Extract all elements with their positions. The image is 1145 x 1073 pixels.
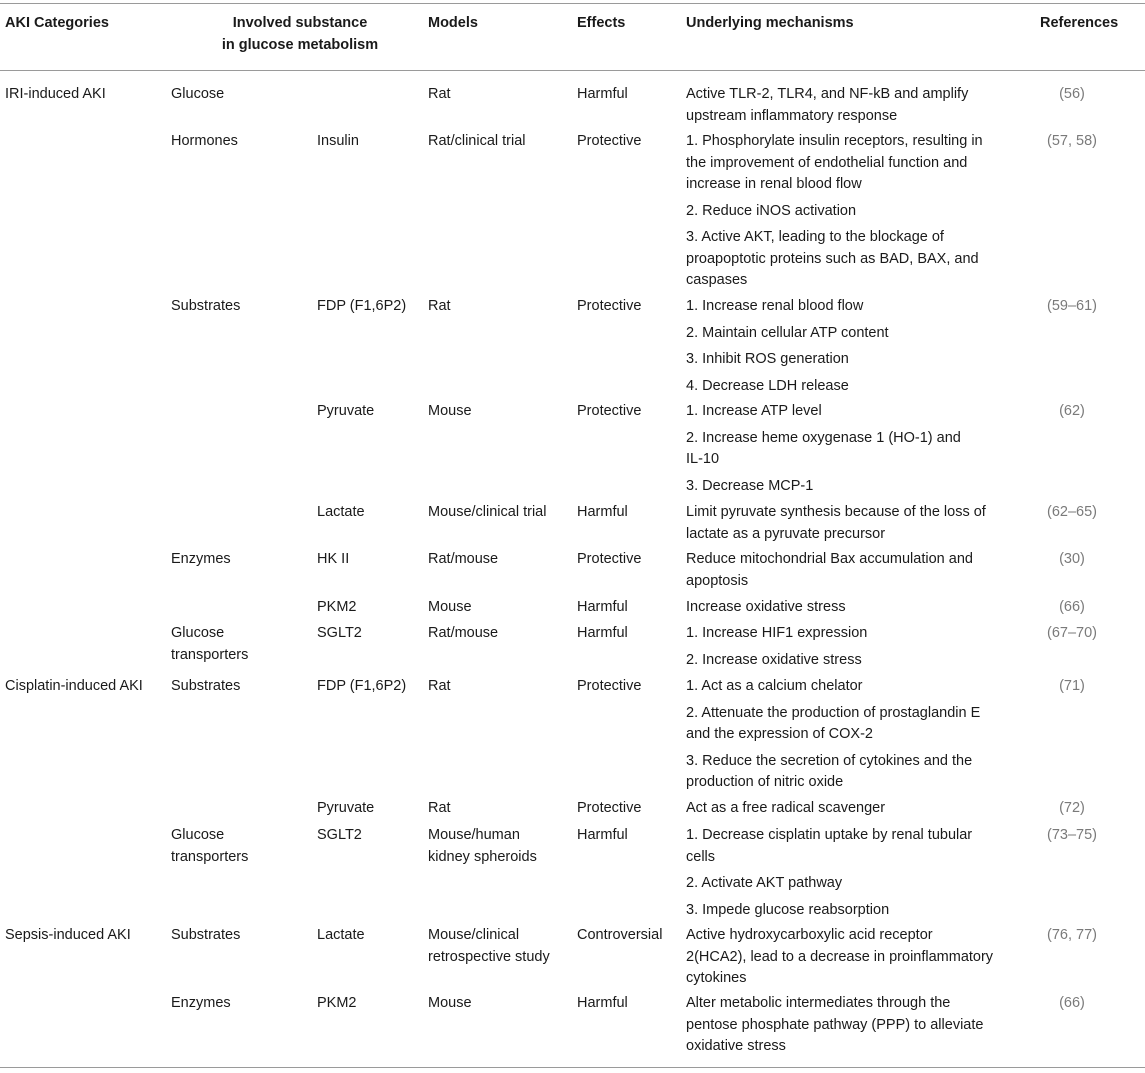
- model-cell-line: Rat/mouse: [428, 625, 499, 641]
- effect-cell-line: Harmful: [577, 995, 628, 1011]
- mechanism-item: [686, 201, 856, 223]
- header-rule: [0, 70, 1145, 71]
- header-references: References: [1040, 15, 1119, 31]
- mechanism-item-line: 2. Maintain cellular ATP content: [686, 324, 889, 341]
- model-cell-line: Mouse: [428, 995, 472, 1011]
- bottom-rule: [0, 1067, 1145, 1068]
- substance-cell-line: FDP (F1,6P2): [317, 298, 407, 314]
- substance-class-cell-line: Glucose: [171, 625, 225, 641]
- substance-class-cell-line: Substrates: [171, 298, 241, 314]
- substance-class-cell-line: Enzymes: [171, 995, 231, 1011]
- effect-cell: [577, 401, 641, 423]
- mechanism-item-line: upstream inflammatory response: [686, 107, 898, 124]
- effect-cell: [577, 131, 641, 153]
- mechanism-item-line: oxidative stress: [686, 1038, 786, 1054]
- effect-cell: [577, 502, 628, 524]
- aki-category-cell-line: Sepsis-induced AKI: [5, 927, 131, 943]
- model-cell: [428, 549, 498, 571]
- header-substance-line2: in glucose metabolism: [221, 37, 379, 53]
- mechanism-item: [686, 227, 979, 292]
- effect-cell-line: Protective: [577, 403, 642, 419]
- substance-cell: [317, 502, 365, 524]
- substance-cell-line: Lactate: [317, 927, 365, 943]
- mechanism-item: [686, 873, 842, 895]
- mechanism-item: [686, 84, 968, 127]
- mechanism-item: [686, 676, 863, 698]
- substance-cell-line: FDP (F1,6P2): [317, 678, 407, 694]
- reference-cell-line: (73–75): [1047, 827, 1097, 843]
- substance-cell-line: SGLT2: [317, 827, 362, 843]
- model-cell-line: Mouse: [428, 403, 472, 419]
- reference-cell: [1040, 131, 1104, 153]
- mechanism-item-line: increase in renal blood flow: [686, 176, 862, 192]
- substance-class-cell: [171, 131, 238, 153]
- mechanism-item-line: 2. Increase oxidative stress: [686, 651, 862, 668]
- mechanism-item-line: 2(HCA2), lead to a decrease in proinflammatory: [686, 948, 994, 965]
- substance-class-cell: [171, 296, 240, 318]
- model-cell-line: kidney spheroids: [428, 848, 537, 865]
- effect-cell: [577, 798, 641, 820]
- reference-cell: [1040, 925, 1104, 947]
- substance-class-cell-line: Glucose: [171, 827, 225, 843]
- substance-class-cell: [171, 623, 248, 666]
- mechanism-item-line: the improvement of endothelial function and: [686, 154, 968, 171]
- effect-cell: [577, 84, 628, 106]
- substance-cell-line: PKM2: [317, 599, 357, 615]
- reference-cell-line: (30): [1059, 551, 1085, 567]
- mechanism-item: [686, 650, 862, 672]
- reference-cell: [1040, 597, 1104, 619]
- substance-cell: [317, 131, 359, 153]
- substance-cell: [317, 296, 406, 318]
- mechanism-item-line: pentose phosphate pathway (PPP) to alleviate: [686, 1016, 984, 1033]
- substance-class-cell-line: Enzymes: [171, 551, 231, 567]
- mechanism-item: [686, 349, 849, 371]
- mechanism-item: [686, 549, 973, 592]
- effect-cell: [577, 993, 628, 1015]
- model-cell-line: Rat: [428, 800, 451, 816]
- effect-cell-line: Protective: [577, 551, 642, 567]
- reference-cell-line: (66): [1059, 995, 1085, 1011]
- mechanism-item-line: 3. Inhibit ROS generation: [686, 351, 849, 367]
- reference-cell-line: (66): [1059, 599, 1085, 615]
- effect-cell-line: Harmful: [577, 599, 628, 615]
- mechanism-item-line: 1. Decrease cisplatin uptake by renal tubular: [686, 827, 973, 843]
- substance-cell: [317, 798, 374, 820]
- table-header: [0, 0, 1145, 70]
- aki-category-cell: [5, 676, 143, 698]
- mechanism-item-line: 2. Attenuate the production of prostaglandin E: [686, 704, 981, 721]
- mechanism-item-line: lactate as a pyruvate precursor: [686, 525, 886, 542]
- mechanism-item: [686, 925, 993, 990]
- mechanism-item-line: 3. Decrease MCP-1: [686, 477, 814, 494]
- substance-class-cell-line: Substrates: [171, 678, 241, 694]
- reference-cell: [1040, 825, 1104, 847]
- model-cell: [428, 993, 472, 1015]
- reference-cell: [1040, 798, 1104, 820]
- substance-cell-line: Insulin: [317, 133, 359, 149]
- substance-cell-line: HK II: [317, 551, 350, 567]
- mechanism-item-line: 2. Activate AKT pathway: [686, 875, 843, 891]
- aki-category-cell: [5, 84, 106, 106]
- reference-cell-line: (62–65): [1047, 504, 1097, 520]
- reference-cell-line: (76, 77): [1047, 927, 1097, 943]
- substance-cell: [317, 676, 406, 698]
- mechanism-item: [686, 993, 983, 1058]
- mechanism-item-line: cytokines: [686, 970, 747, 986]
- effect-cell: [577, 597, 628, 619]
- substance-class-cell: [171, 993, 231, 1015]
- mechanism-item: [686, 296, 863, 318]
- mechanism-item-line: Reduce mitochondrial Bax accumulation and: [686, 551, 973, 567]
- substance-cell-line: SGLT2: [317, 625, 362, 641]
- effect-cell-line: Harmful: [577, 504, 628, 520]
- effect-cell-line: Harmful: [577, 827, 628, 843]
- substance-class-cell: [171, 925, 240, 947]
- substance-cell-line: PKM2: [317, 995, 357, 1011]
- substance-cell: [317, 993, 357, 1015]
- substance-cell: [317, 623, 362, 645]
- header-effects: Effects: [577, 15, 626, 31]
- mechanism-item-line: 1. Act as a calcium chelator: [686, 678, 863, 694]
- mechanism-item: [686, 751, 972, 794]
- model-cell-line: Rat: [428, 86, 451, 102]
- mechanism-item: [686, 900, 889, 922]
- header-substance-line1: Involved substance: [232, 15, 368, 31]
- model-cell: [428, 296, 451, 318]
- effect-cell-line: Harmful: [577, 86, 628, 102]
- reference-cell: [1040, 401, 1104, 423]
- effect-cell: [577, 623, 628, 645]
- model-cell-line: Rat/mouse: [428, 551, 499, 567]
- header-substance: [200, 12, 400, 56]
- effect-cell: [577, 676, 641, 698]
- reference-cell: [1040, 296, 1104, 318]
- substance-class-cell: [171, 676, 240, 698]
- mechanism-item: [686, 401, 822, 423]
- model-cell-line: Rat: [428, 678, 451, 694]
- mechanism-item-line: proapoptotic proteins such as BAD, BAX, and: [686, 250, 979, 267]
- model-cell: [428, 925, 550, 968]
- mechanism-item-line: 1. Increase HIF1 expression: [686, 625, 868, 641]
- mechanism-item: [686, 476, 813, 498]
- mechanism-item: [686, 376, 849, 398]
- reference-cell: [1040, 623, 1104, 645]
- mechanism-item: [686, 502, 986, 545]
- model-cell: [428, 623, 498, 645]
- mechanism-item-line: 2. Reduce iNOS activation: [686, 202, 857, 219]
- mechanism-item-line: cells: [686, 848, 716, 865]
- substance-cell: [317, 401, 374, 423]
- reference-cell-line: (71): [1059, 678, 1085, 694]
- mechanism-item-line: 3. Active AKT, leading to the blockage of: [686, 229, 944, 245]
- model-cell: [428, 401, 472, 423]
- reference-cell: [1040, 549, 1104, 571]
- aki-category-cell-line: IRI-induced AKI: [5, 86, 106, 102]
- effect-cell: [577, 549, 641, 571]
- mechanism-item: [686, 323, 889, 345]
- mechanism-item: [686, 703, 980, 746]
- reference-cell-line: (72): [1059, 800, 1085, 816]
- model-cell: [428, 798, 451, 820]
- mechanism-item-line: 1. Phosphorylate insulin receptors, resulting in: [686, 133, 983, 149]
- reference-cell: [1040, 676, 1104, 698]
- header-aki-categories: AKI Categories: [5, 15, 109, 31]
- model-cell-line: retrospective study: [428, 948, 550, 965]
- substance-cell-line: Pyruvate: [317, 403, 375, 419]
- aki-category-cell: [5, 925, 131, 947]
- model-cell: [428, 676, 451, 698]
- model-cell-line: Mouse/clinical: [428, 927, 520, 943]
- reference-cell: [1040, 993, 1104, 1015]
- mechanism-item-line: and the expression of COX-2: [686, 726, 873, 742]
- mechanism-item-line: Active hydroxycarboxylic acid receptor: [686, 927, 933, 943]
- effect-cell: [577, 825, 628, 847]
- substance-class-cell: [171, 549, 231, 571]
- mechanism-item-line: 2. Increase heme oxygenase 1 (HO-1) and: [686, 429, 961, 446]
- mechanism-item: [686, 825, 972, 868]
- substance-cell: [317, 825, 362, 847]
- model-cell-line: Rat: [428, 298, 451, 314]
- substance-class-cell-line: Glucose: [171, 86, 225, 102]
- effect-cell-line: Protective: [577, 298, 642, 314]
- model-cell-line: Mouse: [428, 599, 472, 615]
- mechanism-item-line: Alter metabolic intermediates through the: [686, 995, 951, 1011]
- mechanism-item-line: 4. Decrease LDH release: [686, 377, 849, 394]
- substance-class-cell-line: Substrates: [171, 927, 241, 943]
- header-models: Models: [428, 15, 478, 31]
- substance-cell: [317, 597, 357, 619]
- mechanism-item-line: Act as a free radical scavenger: [686, 800, 886, 816]
- substance-cell-line: Lactate: [317, 504, 365, 520]
- model-cell-line: Rat/clinical trial: [428, 133, 526, 149]
- header-mechanisms: Underlying mechanisms: [686, 15, 854, 31]
- substance-cell: [317, 549, 349, 571]
- mechanism-item-line: 1. Increase ATP level: [686, 403, 822, 419]
- mechanism-item: [686, 131, 983, 196]
- model-cell-line: Mouse/clinical trial: [428, 504, 547, 520]
- substance-cell-line: Pyruvate: [317, 800, 375, 816]
- effect-cell: [577, 296, 641, 318]
- mechanism-item: [686, 428, 961, 471]
- effect-cell-line: Protective: [577, 800, 642, 816]
- model-cell: [428, 825, 537, 868]
- reference-cell: [1040, 84, 1104, 106]
- effect-cell-line: Controversial: [577, 927, 663, 943]
- model-cell-line: Mouse/human: [428, 827, 520, 843]
- mechanism-item-line: apoptosis: [686, 572, 749, 589]
- effect-cell-line: Protective: [577, 133, 642, 149]
- effect-cell: [577, 925, 662, 947]
- model-cell: [428, 131, 526, 153]
- substance-cell: [317, 925, 365, 947]
- aki-category-cell-line: Cisplatin-induced AKI: [5, 678, 143, 694]
- mechanism-item-line: production of nitric oxide: [686, 774, 844, 790]
- model-cell: [428, 502, 546, 524]
- reference-cell-line: (62): [1059, 403, 1085, 419]
- substance-class-cell-line: transporters: [171, 646, 249, 663]
- reference-cell: [1040, 502, 1104, 524]
- model-cell: [428, 597, 472, 619]
- effect-cell-line: Harmful: [577, 625, 628, 641]
- reference-cell-line: (56): [1059, 86, 1085, 102]
- substance-class-cell-line: Hormones: [171, 133, 238, 149]
- mechanism-item-line: 1. Increase renal blood flow: [686, 298, 864, 314]
- mechanism-item-line: IL-10: [686, 451, 720, 467]
- model-cell: [428, 84, 451, 106]
- mechanism-item-line: 3. Impede glucose reabsorption: [686, 901, 890, 918]
- mechanism-item: [686, 623, 867, 645]
- reference-cell-line: (67–70): [1047, 625, 1097, 641]
- mechanism-item: [686, 597, 846, 619]
- mechanism-item-line: Limit pyruvate synthesis because of the loss of: [686, 504, 986, 520]
- reference-cell-line: (57, 58): [1047, 133, 1097, 149]
- mechanism-item-line: 3. Reduce the secretion of cytokines and the: [686, 752, 973, 769]
- mechanism-item-line: Active TLR-2, TLR4, and NF-kB and amplify: [686, 86, 969, 102]
- mechanism-item: [686, 798, 885, 820]
- substance-class-cell: [171, 825, 248, 868]
- mechanism-item-line: caspases: [686, 272, 748, 288]
- reference-cell-line: (59–61): [1047, 298, 1097, 314]
- substance-class-cell-line: transporters: [171, 848, 249, 865]
- substance-class-cell: [171, 84, 224, 106]
- mechanism-item-line: Increase oxidative stress: [686, 599, 846, 615]
- effect-cell-line: Protective: [577, 678, 642, 694]
